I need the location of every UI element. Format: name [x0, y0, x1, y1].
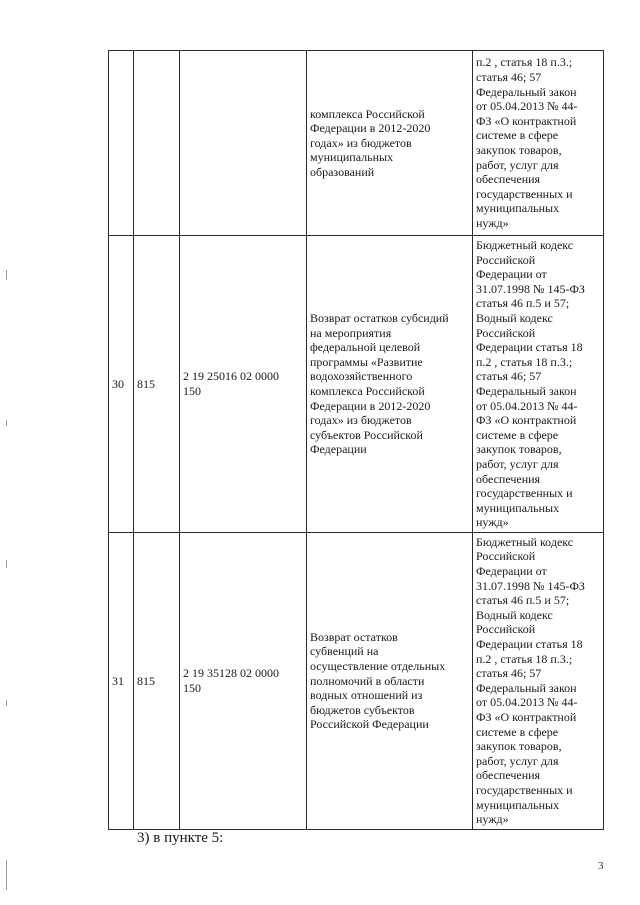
kbk-cell [180, 51, 307, 236]
legal-basis-cell: п.2 , статья 18 п.3.; статья 46; 57 Федеральный закон от 05.04.2013 № 44- ФЗ «О контрактной системе в сфере закупок товаров, работ, услуг для обеспечения государственных и муниципальных нужд» [473, 51, 604, 236]
revenue-name-cell: Возврат остатков субвенций на осуществление отдельных полномочий в области водных отношений из бюджетов субъектов Российской Федерации [307, 532, 473, 829]
margin-mark [6, 420, 7, 426]
revenue-name-cell: комплекса Российской Федерации в 2012-2020 годах» из бюджетов муниципальных образований [307, 51, 473, 236]
margin-mark [6, 860, 7, 890]
table-row [109, 51, 604, 236]
table-row [109, 532, 604, 829]
point-heading: 3) в пункте 5: [137, 830, 224, 846]
margin-mark [6, 270, 7, 280]
row-index-cell: 31 [109, 532, 134, 829]
table-row [109, 236, 604, 533]
row-index-cell: 30 [109, 236, 134, 533]
row-index-cell [109, 51, 134, 236]
kbk-cell: 2 19 25016 02 0000 150 [180, 236, 307, 533]
admin-code-cell: 815 [134, 236, 180, 533]
legal-basis-cell: Бюджетный кодекс Российской Федерации от 31.07.1998 № 145-ФЗ статья 46 п.5 и 57; Водный кодекс Российской Федерации статья 18 п.2 , статья 18 п.3.; статья 46; 57 Федеральный закон от 05.04.2013 № 44- ФЗ «О контрактной системе в сфере закупок товаров, работ, услуг для обеспечения государственных и муниципальных нужд» [473, 532, 604, 829]
revenue-name-cell: Возврат остатков субсидий на мероприятия федеральной целевой программы «Развитие водохозяйственного комплекса Российской Федерации в 2012-2020 годах» из бюджетов субъектов Российской Федерации [307, 236, 473, 533]
admin-code-cell: 815 [134, 532, 180, 829]
budget-revenue-table [108, 50, 604, 830]
page-number: 3 [598, 860, 604, 872]
kbk-cell: 2 19 35128 02 0000 150 [180, 532, 307, 829]
legal-basis-cell: Бюджетный кодекс Российской Федерации от 31.07.1998 № 145-ФЗ статья 46 п.5 и 57; Водный кодекс Российской Федерации статья 18 п.2 , статья 18 п.3.; статья 46; 57 Федеральный закон от 05.04.2013 № 44- ФЗ «О контрактной системе в сфере закупок товаров, работ, услуг для обеспечения государственных и муниципальных нужд» [473, 236, 604, 533]
admin-code-cell [134, 51, 180, 236]
margin-mark [6, 560, 7, 568]
margin-mark [6, 700, 7, 706]
